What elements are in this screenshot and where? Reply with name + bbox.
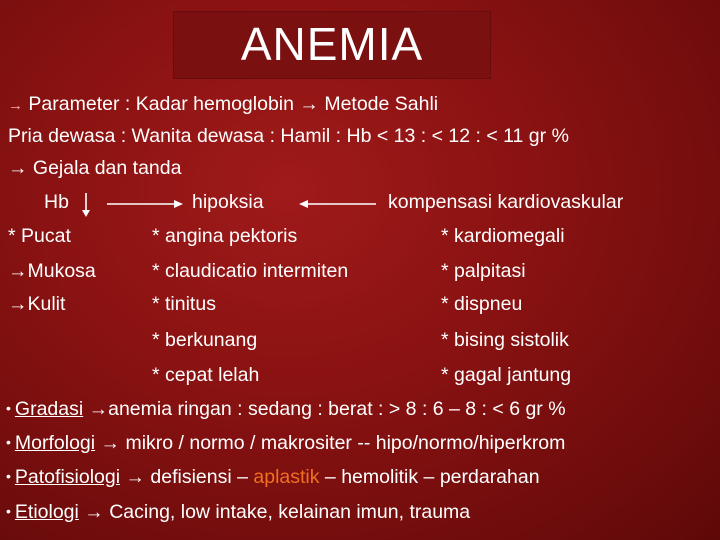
kompensasi-label: kompensasi kardiovaskular — [388, 191, 624, 213]
col3-item: * dispneu — [441, 293, 523, 315]
bullet-text: mikro / normo / makrositer -- hipo/normo/hiperkrom — [120, 432, 566, 454]
slide-title: ANEMIA — [240, 18, 424, 70]
bullet-label: Patofisiologi — [14, 466, 121, 488]
bullet-text: Cacing, low intake, kelainan imun, trauma — [103, 501, 471, 523]
hb-label: Hb — [44, 191, 69, 213]
bullet-label: Morfologi — [14, 432, 96, 454]
col1-item: →Mukosa — [8, 260, 96, 282]
bullet-patofisiologi — [6, 465, 540, 490]
bullet-icon: • — [6, 434, 11, 450]
right-arrow-head — [174, 200, 183, 208]
symptoms-heading-text: Gejala dan tanda — [27, 157, 182, 179]
bullet-text: – hemolitik – perdarahan — [319, 466, 540, 488]
col1-item: →Kulit — [8, 293, 66, 315]
arrow-icon: → — [8, 97, 23, 114]
bullet-gradasi — [6, 397, 566, 422]
bullet-etiologi — [6, 500, 470, 525]
col2-item: * cepat lelah — [152, 364, 260, 386]
arrow-icon: → — [100, 432, 121, 454]
col2-item: * claudicatio intermiten — [152, 260, 349, 282]
arrow-icon: → — [88, 398, 109, 420]
col3-item: * kardiomegali — [441, 225, 565, 247]
col2-item: * angina pektoris — [152, 225, 298, 247]
arrow-icon: → — [8, 293, 28, 315]
bullet-text: anemia ringan : sedang : berat : > 8 : 6 – 8 : < 6 gr % — [108, 398, 566, 420]
arrow-icon: → — [299, 93, 319, 115]
arrow-icon: → — [125, 466, 145, 488]
method-text: Metode Sahli — [318, 93, 439, 115]
hipoksia-label: hipoksia — [192, 191, 264, 213]
col3-item: * bising sistolik — [441, 329, 569, 351]
arrow-icon: → — [84, 501, 104, 523]
col2-item: * berkunang — [152, 329, 258, 351]
highlight-text: aplastik — [253, 466, 320, 488]
col2-item: * tinitus — [152, 293, 216, 315]
arrow-icon: → — [8, 260, 28, 282]
col3-item: * palpitasi — [441, 260, 526, 282]
bullet-morfologi — [6, 431, 565, 456]
bullet-icon: • — [6, 503, 11, 519]
bullet-text: defisiensi – — [144, 466, 254, 488]
col1-item: * Pucat — [8, 225, 71, 247]
bullet-label: Etiologi — [14, 501, 79, 523]
bullet-icon: • — [6, 400, 11, 416]
left-arrow-head — [299, 200, 308, 208]
bullet-icon: • — [6, 468, 11, 484]
parameter-text: Parameter : Kadar hemoglobin — [23, 93, 300, 115]
bullet-label: Gradasi — [14, 398, 84, 420]
hb-threshold-line: Pria dewasa : Wanita dewasa : Hamil : Hb < 13 : < 12 : < 11 gr % — [8, 125, 569, 147]
col3-item: * gagal jantung — [441, 364, 572, 386]
arrow-icon: → — [8, 157, 28, 179]
down-arrow-head — [82, 210, 90, 217]
